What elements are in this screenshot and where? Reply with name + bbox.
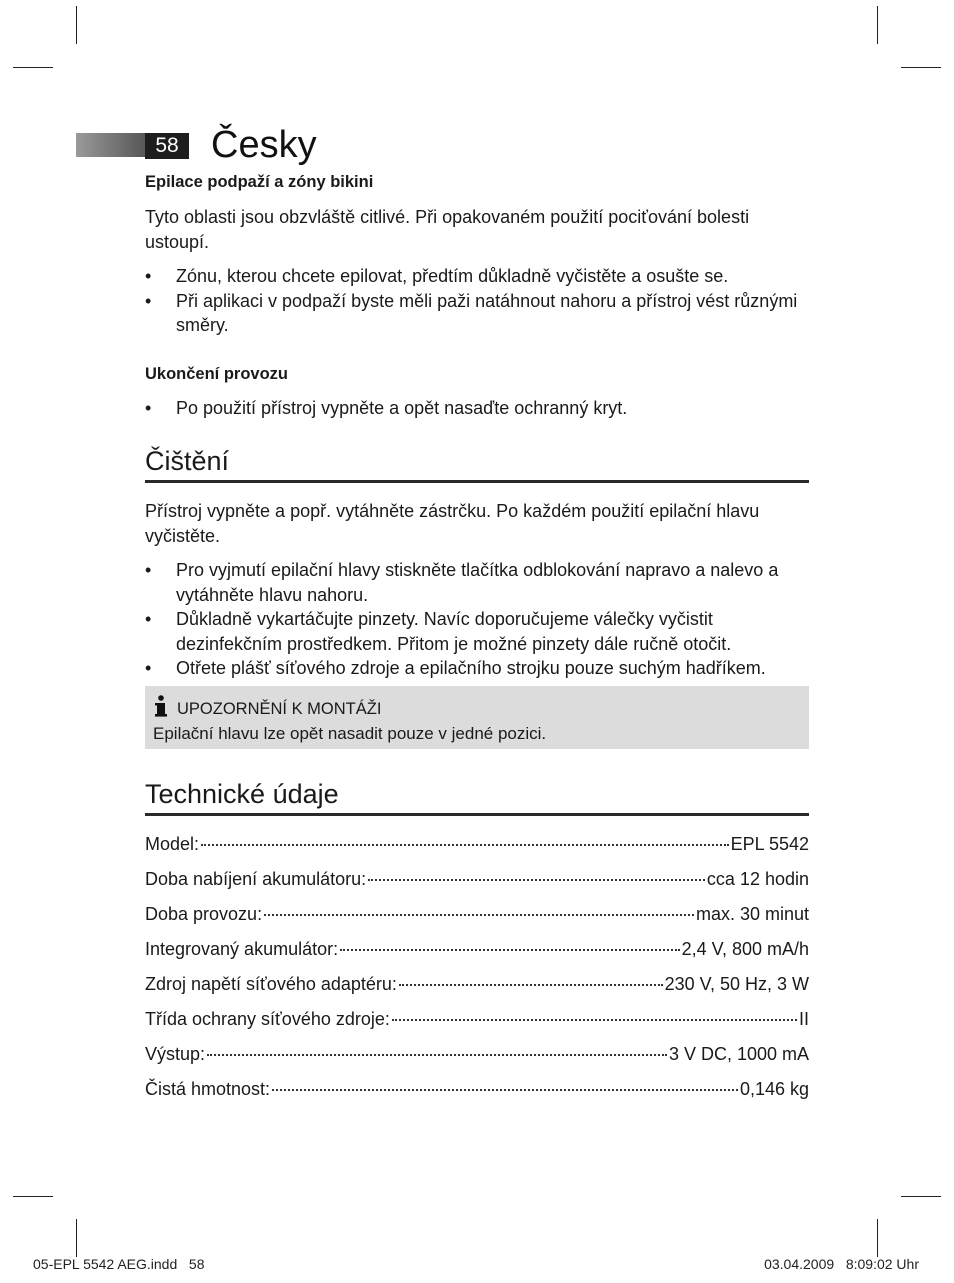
cleaning-heading: Čištění (145, 444, 809, 483)
leader-dots (201, 844, 729, 846)
spec-row (145, 972, 809, 996)
spec-value: II (798, 1009, 809, 1029)
specs-heading: Technické údaje (145, 777, 809, 816)
cleaning-list (145, 558, 809, 681)
spec-row (145, 1007, 809, 1031)
list-item: • Při aplikaci v podpaží byste měli paži natáhnout nahoru a přístroj vést různými směry. (145, 289, 809, 338)
spec-label: Doba provozu: (145, 904, 263, 924)
leader-dots (340, 949, 679, 951)
leader-dots (368, 879, 705, 881)
list-item: • Důkladně vykartáčujte pinzety. Navíc doporučujeme válečky vyčistit dezinfekčním prostředkem. Přitom je možné pinzety dále ručně otočit. (145, 607, 809, 656)
footer-timestamp: 03.04.2009 8:09:02 Uhr (764, 1256, 919, 1272)
spec-row (145, 1077, 809, 1101)
spec-value: 0,146 kg (739, 1079, 809, 1099)
info-icon (154, 695, 168, 717)
crop-mark (13, 67, 53, 68)
crop-mark (76, 1219, 77, 1257)
spec-row (145, 902, 809, 926)
spec-row (145, 867, 809, 891)
crop-mark (877, 1219, 878, 1257)
finish-list (145, 396, 809, 421)
list-item: • Po použití přístroj vypněte a opět nasaďte ochranný kryt. (145, 396, 809, 421)
cleaning-intro: Přístroj vypněte a popř. vytáhněte zástrčku. Po každém použití epilační hlavu vyčistěte. (145, 501, 760, 546)
note-title: UPOZORNĚNÍ K MONTÁŽI (177, 700, 382, 718)
list-item: • Zónu, kterou chcete epilovat, předtím důkladně vyčistěte a osušte se. (145, 264, 809, 289)
spec-label: Výstup: (145, 1044, 206, 1064)
leader-dots (399, 984, 663, 986)
footer-file: 05-EPL 5542 AEG.indd 58 (33, 1256, 205, 1272)
crop-mark (13, 1196, 53, 1197)
spec-row (145, 937, 809, 961)
spec-label: Čistá hmotnost: (145, 1079, 271, 1099)
bikini-intro: Tyto oblasti jsou obzvláště citlivé. Při opakovaném použití pociťování bolesti ustoupí. (145, 207, 750, 252)
language-title: Česky (211, 124, 317, 166)
spec-row (145, 1042, 809, 1066)
leader-dots (207, 1054, 667, 1056)
spec-label: Třída ochrany síťového zdroje: (145, 1009, 390, 1029)
spec-label: Doba nabíjení akumulátoru: (145, 869, 367, 889)
spec-label: Zdroj napětí síťového adaptéru: (145, 974, 397, 994)
spec-label: Integrovaný akumulátor: (145, 939, 339, 959)
finish-heading: Ukončení provozu (145, 365, 289, 383)
crop-mark (901, 67, 941, 68)
crop-mark (76, 6, 77, 44)
list-item: • Pro vyjmutí epilační hlavy stiskněte tlačítka odblokování napravo a nalevo a vytáhněte hlavu nahoru. (145, 558, 809, 607)
spec-value: EPL 5542 (730, 834, 809, 854)
spec-value: 3 V DC, 1000 mA (668, 1044, 809, 1064)
bikini-list (145, 264, 809, 338)
bikini-heading: Epilace podpaží a zóny bikini (145, 173, 374, 191)
leader-dots (392, 1019, 797, 1021)
spec-value: max. 30 minut (695, 904, 809, 924)
assembly-note (145, 686, 809, 749)
spec-value: 230 V, 50 Hz, 3 W (664, 974, 809, 994)
note-text: Epilační hlavu lze opět nasadit pouze v jedné pozici. (153, 724, 547, 743)
crop-mark (877, 6, 878, 44)
leader-dots (264, 914, 694, 916)
spec-label: Model: (145, 834, 200, 854)
list-item: • Otřete plášť síťového zdroje a epilačního strojku pouze suchým hadříkem. (145, 656, 809, 681)
crop-mark (901, 1196, 941, 1197)
leader-dots (272, 1089, 738, 1091)
page-number: 58 (145, 133, 189, 159)
spec-value: 2,4 V, 800 mA/h (681, 939, 809, 959)
spec-value: cca 12 hodin (706, 869, 809, 889)
spec-row (145, 832, 809, 856)
